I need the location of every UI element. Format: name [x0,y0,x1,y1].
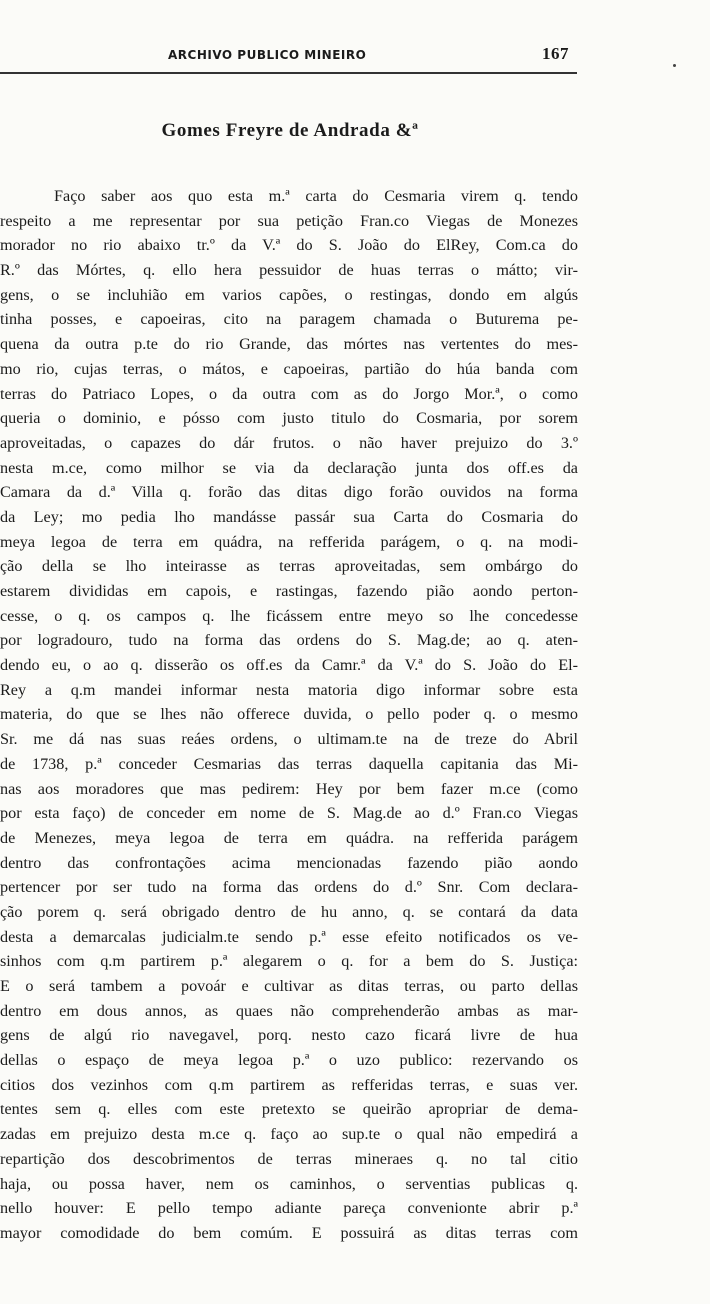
text-line: haja, ou possa haver, nem os caminhos, o serventias publicas q. [0,1174,578,1193]
text-line: desta a demarcalas judicialm.te sendo p.ª esse efeito notificados os ve- [0,927,578,946]
header-rule [0,72,577,74]
text-line: materia, do que se lhes não offerece duvida, o pello poder q. o mesmo [0,705,578,724]
text-line: respeito a me representar por sua petição Fran.co Viegas de Monezes [0,211,578,230]
running-header [0,42,580,68]
text-line: Camara da d.ª Villa q. forão das ditas digo forão ouvidos na forma [0,483,578,502]
text-line: estarem divididas em capois, e rastingas, fazendo pião aondo perton- [0,582,578,600]
text-line: E o será tambem a povoár e cultivar as ditas terras, ou parto dellas [0,977,578,995]
text-line: dentro das confrontações acima mencionadas fazendo pião aondo [0,853,578,872]
text-line: dentro em dous annos, as quaes não comprehenderão ambas as mar- [0,1001,578,1020]
text-line: gens, o se incluhião em varios capões, o restingas, dondo em algús [0,285,578,304]
text-line: Rey a q.m mandei informar nesta matoria digo informar sobre esta [0,680,578,699]
text-line: gens de algú rio navegavel, porq. nesto cazo ficará livre de hua [0,1026,578,1045]
text-line: nesta m.ce, como milhor se via da declaração junta dos off.es da [0,458,578,477]
text-line: nello houver: E pello tempo adiante pareça convenionte abrir p.ª [0,1199,578,1218]
text-line: pertencer por ser tudo na forma das ordens do d.º Snr. Com declara- [0,878,578,897]
text-line: por logradouro, tudo na forma das ordens do S. Mag.de; ao q. aten- [0,631,578,650]
text-line: terras do Patriaco Lopes, o da outra com as do Jorgo Mor.ª, o como [0,384,578,403]
text-line: cesse, o q. os campos q. lhe ficássem entre meyo so lhe concedesse [0,606,578,625]
text-line: de 1738, p.ª conceder Cesmarias das terras daquella capitania das Mi- [0,754,578,773]
text-line: Faço saber aos quo esta m.ª carta do Cesmaria virem q. tendo [54,187,578,205]
body-text [0,184,578,1246]
page-number: 167 [542,44,569,63]
text-line: tinha posses, e capoeiras, cito na paragem chamada o Buturema pe- [0,310,578,329]
text-line: ção della se lho inteirasse as terras aproveitadas, sem ombárgo do [0,557,578,576]
text-line: meya legoa de terra em quádra, na refferida parágem, o q. na modi- [0,532,578,551]
text-line: nas aos moradores que mas pedirem: Hey por bem fazer m.ce (como [0,779,578,798]
running-title: ARCHIVO PUBLICO MINEIRO [168,48,367,62]
text-line: de Menezes, meya legoa de terra em quádra. na refferida parágem [0,828,578,847]
text-line: mo rio, cujas terras, o mátos, e capoeiras, partião do húa banda com [0,359,578,378]
text-line: ção porem q. será obrigado dentro de hu anno, q. se contará da data [0,902,578,921]
text-line: zadas em prejuizo desta m.ce q. faço ao sup.te o qual não empedirá a [0,1125,578,1144]
text-line: dellas o espaço de meya legoa p.ª o uzo publico: rezervando os [0,1051,578,1070]
text-line: dendo eu, o ao q. disserão os off.es da Camr.ª da V.ª do S. João do El- [0,656,578,675]
text-line: sinhos com q.m partirem p.ª alegarem o q. for a bem do S. Justiça: [0,952,578,971]
text-line: Sr. me dá nas suas reáes ordens, o ultimam.te na de treze do Abril [0,730,578,749]
text-line: repartição dos descobrimentos de terras mineraes q. no tal citio [0,1149,578,1168]
text-line: citios dos vezinhos com q.m partirem as refferidas terras, e suas ver. [0,1075,578,1094]
text-line: queria o dominio, e pósso com justo titulo do Cosmaria, por sorem [0,409,578,428]
document-title: Gomes Freyre de Andrada &ª [161,120,419,141]
text-line: aproveitadas, o capazes do dár frutos. o não haver prejuizo do 3.º [0,433,578,452]
text-line: quena da outra p.te do rio Grande, das mórtes nas vertentes do mes- [0,335,578,354]
text-line: tentes sem q. elles com este pretexto se queirão apropriar de dema- [0,1100,578,1119]
text-line: R.º das Mórtes, q. ello hera pessuidor de huas terras o mátto; vir- [0,261,578,280]
text-line: por esta faço) de conceder em nome de S. Mag.de ao d.º Fran.co Viegas [0,804,578,823]
stray-mark [673,64,676,67]
text-line: mayor comodidade do bem comúm. E possuirá as ditas terras com [0,1223,578,1242]
text-line: da Ley; mo pedia lho mandásse passár sua Carta do Cosmaria do [0,507,578,526]
text-line: morador no rio abaixo tr.º da V.ª do S. João do ElRey, Com.ca do [0,236,578,255]
